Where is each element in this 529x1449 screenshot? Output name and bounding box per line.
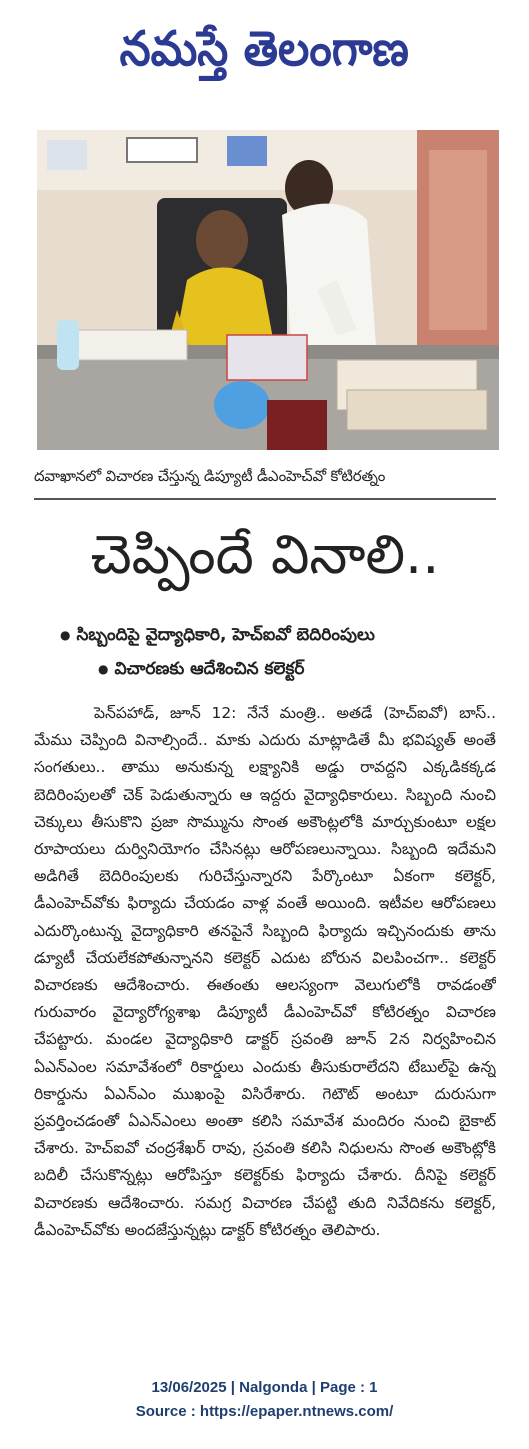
subheading-1 (60, 618, 510, 652)
article-body (34, 700, 496, 1350)
caption-divider (34, 498, 496, 500)
page-footer (0, 1376, 529, 1436)
bullet-icon: ● (98, 662, 109, 676)
news-photo (37, 130, 499, 450)
footer-date-edition: 13/06/2025 | Nalgonda | Page : 1 (151, 1379, 378, 1396)
footer-source: Source : https://epaper.ntnews.com/ (135, 1403, 394, 1420)
photo-caption: దవాఖానలో విచారణ చేస్తున్న డిప్యూటీ డీఎంహెచ్‌వో కోటిరత్నం (34, 467, 386, 485)
subheading-2-text: విచారణకు ఆదేశించిన కలెక్టర్ (114, 659, 305, 679)
masthead (0, 0, 529, 110)
subheading-2 (98, 652, 529, 686)
subheading-1-text: సిబ్బందిపై వైద్యాధికారి, హెచ్‌ఐవో బెదిరింపులు (76, 625, 375, 645)
article-paragraph: పెన్‌పహాడ్, జూన్ 12: నేనే మంత్రి.. అతడే (హెచ్‌ఐవో) బాస్.. మేము చెప్పింది వినాల్సిందే.. మాకు ఎదురు మాట్లాడితే మీ భవిష్యత్ అంతే సంగతులు.. తాము అనుకున్న లక్ష్యానికి అడ్డు రావద్దని ఎక్కడికక్కడ బెదిరింపులతో చెక్ పెడుతున్నారు ఆ ఇద్దరు వైద్యాధికారులు. సిబ్బంది నుంచి చెక్కులు తీసుకొని ప్రజా సొమ్మును సొంత అకౌంట్లలోకి మార్చుకుంటూ లక్షల రూపాయలు దుర్వినియోగం చేసినట్లు ఆరోపణలున్నాయి. సిబ్బంది ఇదేమని అడిగితే బెదిరింపులకు గురిచేస్తున్నారని పేర్కొంటూ ఏకంగా కలెక్టర్, డీఎంహెచ్‌వోకు ఫిర్యాదు చేయడం వాళ్ల వంతే అయింది. ఇటీవల ఆరోపణలు ఎదుర్కొంటున్న వైద్యాధికారి తనపైనే సిబ్బంది ఫిర్యాదు ఇచ్చినందుకు తాను డ్యూటీ చేయలేకపోతున్నానని కలెక్టర్ ఎదుట బోరున విలపించగా.. కలెక్టర్ విచారణకు ఆదేశించారు. ఈతంతు ఆలస్యంగా వెలుగులోకి రావడంతో గురువారం వైద్యారోగ్యశాఖ డిప్యూటీ డీఎంహెచ్‌వో కోటిరత్నం విచారణ చేపట్టారు. మండల వైద్యాధికారి డాక్టర్ స్రవంతి జూన్ 2న నిర్వహించిన ఏఎన్ఎంల సమావేశంలో రికార్డులు ఎందుకు తీసుకురాలేదని టేబుల్‌పై ఉన్న రికార్డును ఏఎన్ఎం ముఖంపై విసిరేశారు. గెటౌట్ అంటూ దురుసుగా ప్రవర్తించడంతో ఏఎన్ఎంలు అంతా కలిసి సమావేశ మందిరం నుంచి బైకాట్ చేశారు. హెచ్‌ఐవో చంద్రశేఖర్ రావు, స్రవంతి కలిసి నిధులను సొంత అకౌంట్లోకి బదిలీ చేసుకొన్నట్లు ఆరోపిస్తూ కలెక్టర్‌కు ఫిర్యాదు చేశారు. దీనిపై కలెక్టర్ విచారణకు ఆదేశించారు. సమగ్ర విచారణ చేపట్టి తుది నివేదికను కలెక్టర్, డీఎంహెచ్‌వోకు అందజేస్తున్నట్లు డాక్టర్ కోటిరత్నం తెలిపారు. (34, 704, 496, 1239)
headline: చెప్పిందే వినాలి.. (90, 523, 440, 586)
photo-illustration (37, 130, 499, 450)
newspaper-logo: నమస్తే తెలంగాణ (119, 21, 410, 77)
bullet-icon: ● (60, 628, 71, 642)
